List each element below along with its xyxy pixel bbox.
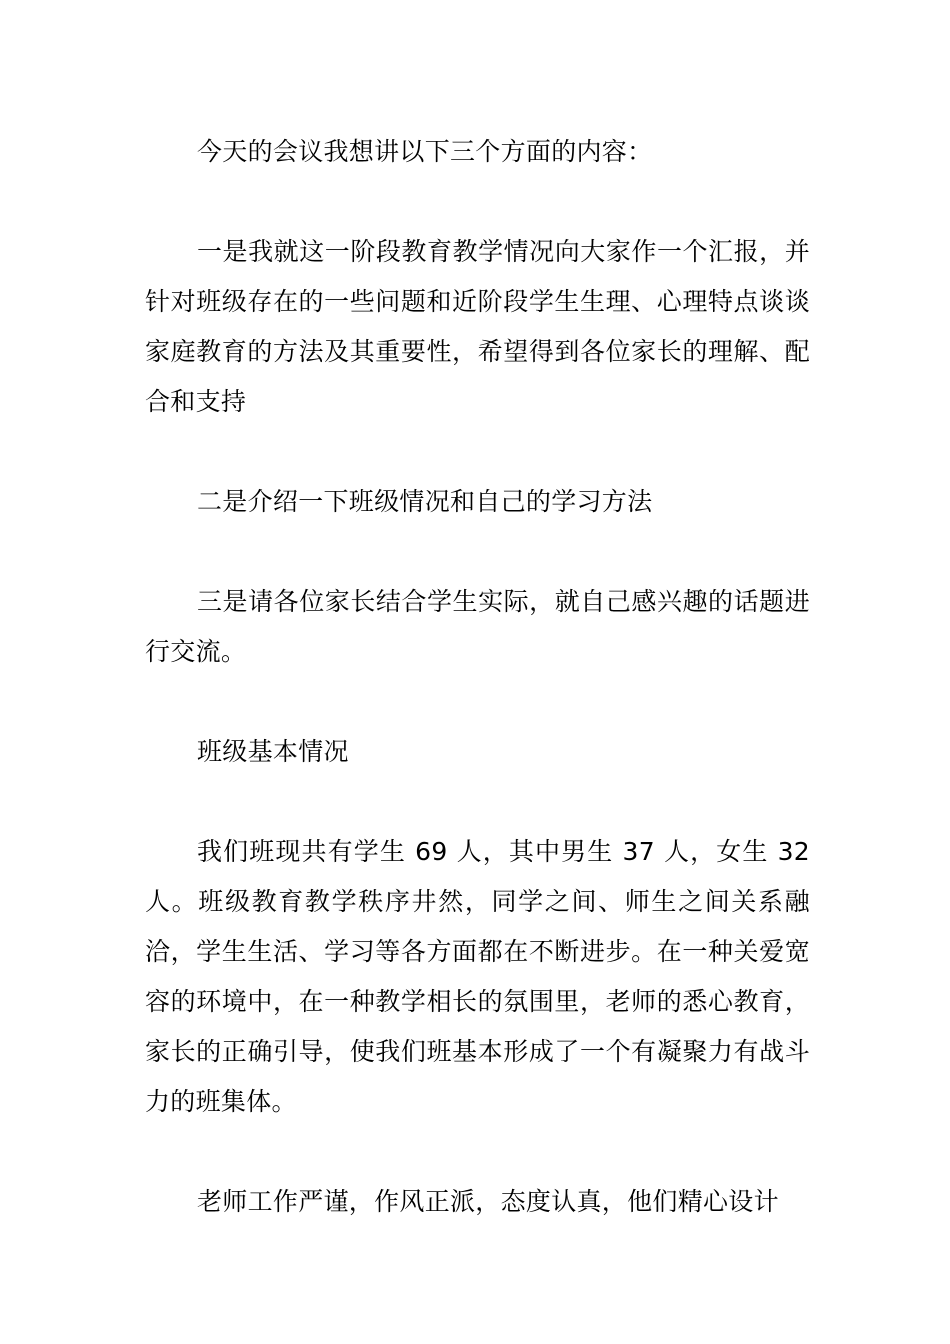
paragraph-teachers: 老师工作严谨，作风正派，态度认真，他们精心设计	[197, 1187, 779, 1216]
paragraph-point-three: 三是请各位家长结合学生实际，就自己感兴趣的话题进行交流。	[145, 587, 810, 666]
paragraph-point-two: 二是介绍一下班级情况和自己的学习方法	[197, 487, 653, 516]
paragraph-spacer	[145, 677, 810, 727]
paragraph-point-one: 一是我就这一阶段教育教学情况向大家作一个汇报，并针对班级存在的一些问题和近阶段学生生理、心理特点谈谈家庭教育的方法及其重要性，希望得到各位家长的理解、配合和支持	[145, 237, 810, 416]
paragraph-spacer	[145, 1127, 810, 1177]
paragraph-spacer	[145, 777, 810, 827]
paragraph-intro: 今天的会议我想讲以下三个方面的内容：	[197, 137, 653, 166]
paragraph-spacer	[145, 527, 810, 577]
paragraph-spacer	[145, 427, 810, 477]
paragraph-spacer	[145, 177, 810, 227]
paragraph-class-overview: 我们班现共有学生 69 人，其中男生 37 人，女生 32 人。班级教育教学秩序井然，同学之间、师生之间关系融洽，学生生活、学习等各方面都在不断进步。在一种关爱宽容的环境中，在一种教学相长的氛围里，老师的悉心教育，家长的正确引导，使我们班基本形成了一个有凝聚力有战斗力的班集体。	[145, 837, 810, 1116]
section-heading: 班级基本情况	[197, 737, 349, 766]
document-body	[145, 127, 810, 1227]
